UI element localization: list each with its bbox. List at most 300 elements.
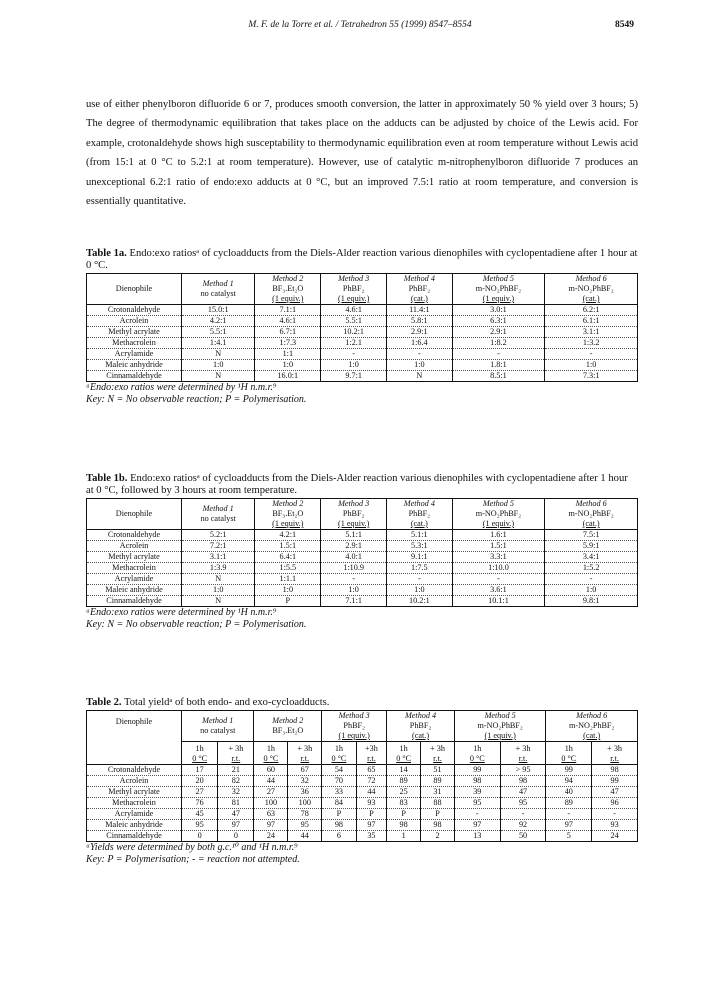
method-header [321,274,387,305]
ratio-cell: - [452,574,545,585]
dienophile-name: Acrylamide [87,349,182,360]
dienophile-name: Acrylamide [87,809,182,820]
time-label: 1h [195,744,204,753]
table-1b-label: Table 1b. [86,473,128,484]
method-reagent: PhBF₂ [408,509,431,518]
dienophile-name: Crotonaldehyde [87,305,182,316]
method-name: Method 2 [272,716,304,725]
yield-cell: 99 [546,765,592,776]
method-name: Method 3 [338,274,370,283]
yield-cell: > 95 [500,765,546,776]
method-amount: (1 equiv.) [482,294,515,303]
method-name: Method 4 [403,274,435,283]
method-reagent: BF₃.Et₂O [272,284,304,293]
time-label: 1h [473,744,482,753]
yield-cell: 98 [387,820,421,831]
temp-label: r.t. [610,754,619,763]
yield-cell: 89 [546,798,592,809]
yield-cell: 0 [182,831,218,842]
ratio-cell: 5.1:1 [387,530,453,541]
time-header [254,742,288,765]
yield-cell: 40 [546,787,592,798]
ratio-cell: 1:5.5 [255,563,321,574]
ratio-cell: N [182,596,255,607]
table-row [87,787,638,798]
ratio-cell: 1:0 [545,360,638,371]
temp-label: r.t. [231,754,241,763]
yield-cell: 51 [421,765,455,776]
method-reagent: PhBF₂ [343,721,365,730]
method-amount: (cat.) [583,731,601,740]
time-header [182,742,218,765]
yield-cell: 99 [592,776,638,787]
ratio-cell: 5.1:1 [321,530,387,541]
dienophile-name: Methacrolein [87,338,182,349]
ratio-cell: 10.2:1 [387,596,453,607]
ratio-cell: 1:1.1 [255,574,321,585]
dienophile-name: Crotonaldehyde [87,765,182,776]
yield-cell: 78 [288,809,322,820]
table-row [87,585,638,596]
yield-cell: 97 [546,820,592,831]
yield-cell: 70 [322,776,356,787]
method-reagent: no catalyst [200,726,236,735]
ratio-cell: 1:6.4 [387,338,453,349]
time-label: + 3h [607,744,623,753]
yield-cell: 88 [421,798,455,809]
method-amount: (cat.) [582,519,600,528]
method-name: Method 6 [575,274,607,283]
yield-cell: 39 [454,787,500,798]
time-label: 1h [334,744,344,753]
table-row [87,338,638,349]
table-row [87,316,638,327]
ratio-cell: 7.5:1 [545,530,638,541]
dienophile-name: Acrolein [87,316,182,327]
table-1a [86,273,638,382]
method-reagent: m-NO₂PhBF₂ [569,721,615,730]
time-header [356,742,387,765]
ratio-cell: 6.4:1 [255,552,321,563]
ratio-cell: 1:5.2 [545,563,638,574]
yield-cell: - [592,809,638,820]
ratio-cell: 9.1:1 [387,552,453,563]
yield-cell: 6 [322,831,356,842]
yield-cell: 72 [356,776,387,787]
yield-cell: 98 [322,820,356,831]
dienophile-name: Acrylamide [87,574,182,585]
table-1b-footnote: ᵃEndo:exo ratios were determined by ¹H n.m.r.⁹ [86,607,277,618]
yield-cell: - [500,809,546,820]
time-header [322,742,356,765]
table-2-caption [86,697,638,709]
ratio-cell: 4.6:1 [321,305,387,316]
time-label: + 3h [297,744,313,753]
ratio-cell: 10.1:1 [452,596,545,607]
yield-cell: 17 [182,765,218,776]
dienophile-name: Acrolein [87,776,182,787]
ratio-cell: 1:3.9 [182,563,255,574]
temp-label: 0 °C [263,754,279,763]
ratio-cell: 3.1:1 [182,552,255,563]
table-1b-key: Key: N = No observable reaction; P = Polymerisation. [86,618,307,630]
yield-cell: 93 [592,820,638,831]
ratio-cell: 1:0 [387,585,453,596]
ratio-cell: N [182,371,255,382]
yield-cell: 47 [500,787,546,798]
time-label: + 3h [228,744,244,753]
table-row [87,530,638,541]
method-name: Method 2 [272,499,304,508]
method-reagent: PhBF₂ [409,721,432,730]
ratio-cell: N [182,349,255,360]
dienophile-name: Methyl acrylate [87,552,182,563]
yield-cell: 94 [546,776,592,787]
ratio-cell: 1:0 [321,585,387,596]
method-name: Method 2 [272,274,304,283]
method-name: Method 5 [482,499,515,508]
ratio-cell: P [255,596,321,607]
dienophile-name: Methacrolein [87,563,182,574]
ratio-cell: - [387,574,453,585]
method-reagent: BF₃.Et₂O [272,726,304,735]
table-row [87,349,638,360]
ratio-cell: 1:0 [182,585,255,596]
temp-label: r.t. [518,754,528,763]
running-title: M. F. de la Torre et al. / Tetrahedron 55 (1999) 8547–8554 [248,20,472,30]
table-1a-block [86,248,638,405]
method-name: Method 5 [482,274,515,283]
dienophile-name: Cinnamaldehyde [87,596,182,607]
yield-cell: 1 [387,831,421,842]
page-number: 8549 [615,20,634,30]
yield-cell: 44 [288,831,322,842]
yield-cell: 98 [592,765,638,776]
table-row [87,574,638,585]
ratio-cell: - [321,349,387,360]
yield-cell: 27 [182,787,218,798]
method-reagent: no catalyst [200,289,236,298]
yield-cell: 83 [387,798,421,809]
table-1a-footnote: ᵃEndo:exo ratios were determined by ¹H n.m.r.⁹ [86,382,277,393]
temp-label: 0 °C [561,754,577,763]
table-2-caption-text: Total yieldᵃ of both endo- and exo-cycloadducts. [124,697,330,708]
ratio-cell: 6.3:1 [452,316,545,327]
method-reagent: m-NO₂PhBF₂ [568,509,614,518]
table-1b [86,498,638,607]
table-row [87,541,638,552]
body-paragraph: use of either phenylboron difluoride 6 or 7, produces smooth conversion, the latter in approximately 50 % yield over 3 hours; 5) The degree of thermodynamic equilibration that takes place on the adducts can be adjusted by choice of the Lewis acid. For example, crotonaldehyde shows high susceptability to thermodynamic equilibration even at room temperature without Lewis acid (from 15:1 at 0 °C to 5.2:1 at room temperature). However, use of catalytic m-nitrophenylboron difluoride 7 produces an unexceptional 6.2:1 ratio of endo:exo adducts at 0 °C, but an improved 7.5:1 ratio at room temperature, and conversion is essentially quantitative. [86,99,638,208]
ratio-cell: 5.8:1 [387,316,453,327]
table-row [87,809,638,820]
yield-cell: 95 [288,820,322,831]
yield-cell: 92 [500,820,546,831]
method-reagent: PhBF₂ [408,284,431,293]
ratio-cell: 1:2.1 [321,338,387,349]
ratio-cell: N [387,371,453,382]
ratio-cell: 1:4.1 [182,338,255,349]
yield-cell: 31 [421,787,455,798]
yield-cell: 84 [322,798,356,809]
yield-cell: 13 [454,831,500,842]
yield-cell: 33 [322,787,356,798]
ratio-cell: - [545,574,638,585]
ratio-cell: 1.6:1 [452,530,545,541]
time-label: 1h [399,744,408,753]
table-row [87,776,638,787]
dienophile-name: Methyl acrylate [87,787,182,798]
yield-cell: 5 [546,831,592,842]
ratio-cell: 5.2:1 [182,530,255,541]
ratio-cell: 8.5:1 [452,371,545,382]
method-header [387,274,453,305]
method-reagent: PhBF₂ [342,284,365,293]
yield-cell: 21 [218,765,254,776]
yield-cell: 24 [254,831,288,842]
yield-cell: 89 [387,776,421,787]
dienophile-name: Methacrolein [87,798,182,809]
yield-cell: P [322,809,356,820]
method-amount: (1 equiv.) [482,519,515,528]
time-header [218,742,254,765]
yield-cell: 54 [322,765,356,776]
method-amount: (1 equiv.) [338,519,370,528]
ratio-cell: 5.9:1 [545,541,638,552]
table-1a-caption [86,248,638,272]
temp-label: 0 °C [192,754,208,763]
time-label: 1h [564,744,573,753]
method-amount: (cat.) [412,731,430,740]
ratio-cell: 4.0:1 [321,552,387,563]
ratio-cell: N [182,574,255,585]
method-name: Method 5 [484,711,516,720]
yield-cell: 50 [500,831,546,842]
yield-cell: 97 [218,820,254,831]
method-name: Method 4 [403,499,435,508]
ratio-cell: 7.1:1 [321,596,387,607]
time-header [288,742,322,765]
ratio-cell: 1:8.2 [452,338,545,349]
method-name: Method 3 [338,711,370,720]
method-header [182,711,254,742]
ratio-cell: 5.3:1 [387,541,453,552]
dienophile-name: Maleic anhydride [87,820,182,831]
ratio-cell: 1.8:1 [452,360,545,371]
ratio-cell: - [545,349,638,360]
method-header [322,711,387,742]
table-1b-block [86,473,638,630]
yield-cell: 93 [356,798,387,809]
method-reagent: m-NO₂PhBF₂ [475,284,522,293]
yield-cell: 97 [254,820,288,831]
method-header [546,711,638,742]
ratio-cell: 1:0 [255,585,321,596]
dienophile-header: Dienophile [115,509,153,518]
method-header [545,499,638,530]
method-reagent: no catalyst [200,514,236,523]
method-amount: (1 equiv.) [484,731,516,740]
yield-cell: 25 [387,787,421,798]
ratio-cell: 1:10.9 [321,563,387,574]
method-name: Method 3 [338,499,370,508]
ratio-cell: 2.9:1 [387,327,453,338]
yield-cell: 0 [218,831,254,842]
ratio-cell: 1:7.5 [387,563,453,574]
time-label: + 3h [430,744,445,753]
table-2-label: Table 2. [86,697,122,708]
ratio-cell: 1:0 [255,360,321,371]
yield-cell: 27 [254,787,288,798]
table-2-key: Key: P = Polymerisation; - = reaction not attempted. [86,853,300,865]
dienophile-name: Methyl acrylate [87,327,182,338]
running-header [86,20,634,34]
yield-cell: 97 [454,820,500,831]
temp-label: 0 °C [469,754,485,763]
method-reagent: m-NO₂PhBF₂ [477,721,523,730]
yield-cell: 44 [356,787,387,798]
method-reagent: m-NO₂PhBF₂ [475,509,522,518]
table-row [87,563,638,574]
temp-label: r.t. [300,754,310,763]
time-header [421,742,455,765]
yield-cell: 100 [254,798,288,809]
dienophile-name: Maleic anhydride [87,360,182,371]
method-header [255,274,321,305]
method-name: Method 1 [202,504,234,513]
method-name: Method 1 [202,279,234,288]
method-reagent: PhBF₂ [342,509,365,518]
method-amount: (1 equiv.) [272,294,304,303]
method-amount: (1 equiv.) [272,519,304,528]
ratio-cell: 3.1:1 [545,327,638,338]
ratio-cell: 1:7.3 [255,338,321,349]
ratio-cell: - [321,574,387,585]
table-1a-label: Table 1a. [86,248,127,259]
yield-cell: 44 [254,776,288,787]
dienophile-header: Dienophile [115,284,153,293]
yield-cell: 98 [454,776,500,787]
time-label: 1h [266,744,275,753]
yield-cell: 100 [288,798,322,809]
yield-cell: 32 [218,787,254,798]
yield-cell: P [356,809,387,820]
table-row [87,371,638,382]
ratio-cell: 9.8:1 [545,596,638,607]
yield-cell: 82 [218,776,254,787]
yield-cell: 35 [356,831,387,842]
ratio-cell: - [452,349,545,360]
ratio-cell: - [387,349,453,360]
temp-label: 0 °C [331,754,347,763]
method-reagent: BF₃.Et₂O [272,509,304,518]
method-header [387,711,455,742]
yield-cell: 67 [288,765,322,776]
method-header [182,274,255,305]
dienophile-name: Acrolein [87,541,182,552]
yield-cell: 95 [454,798,500,809]
ratio-cell: 6.1:1 [545,316,638,327]
ratio-cell: 1:1 [255,349,321,360]
method-reagent: m-NO₂PhBF₂ [568,284,614,293]
time-label: +3h [365,744,378,753]
method-amount: (cat.) [410,294,428,303]
temp-label: r.t. [367,754,376,763]
yield-cell: 14 [387,765,421,776]
table-2 [86,710,638,842]
ratio-cell: 3.6:1 [452,585,545,596]
ratio-cell: 10.2:1 [321,327,387,338]
ratio-cell: 7.2:1 [182,541,255,552]
yield-cell: 24 [592,831,638,842]
dienophile-name: Cinnamaldehyde [87,831,182,842]
table-row [87,305,638,316]
time-header [387,742,421,765]
table-row [87,327,638,338]
table-2-block [86,697,638,865]
yield-cell: 95 [500,798,546,809]
ratio-cell: 1:3.2 [545,338,638,349]
method-header [454,711,546,742]
yield-cell: 98 [421,820,455,831]
temp-label: 0 °C [396,754,412,763]
table-row [87,360,638,371]
table-row [87,552,638,563]
method-name: Method 4 [404,711,437,720]
method-name: Method 6 [575,499,607,508]
yield-cell: 60 [254,765,288,776]
yield-cell: 20 [182,776,218,787]
ratio-cell: 3.3:1 [452,552,545,563]
ratio-cell: 7.3:1 [545,371,638,382]
yield-cell: 63 [254,809,288,820]
method-header [387,499,453,530]
ratio-cell: 11.4:1 [387,305,453,316]
ratio-cell: 4.2:1 [255,530,321,541]
yield-cell: 99 [454,765,500,776]
yield-cell: 36 [288,787,322,798]
ratio-cell: 6.7:1 [255,327,321,338]
yield-cell: 32 [288,776,322,787]
ratio-cell: 16.0:1 [255,371,321,382]
ratio-cell: 9.7:1 [321,371,387,382]
method-header [545,274,638,305]
method-header [452,499,545,530]
method-name: Method 1 [202,716,234,725]
ratio-cell: 6.2:1 [545,305,638,316]
method-header [452,274,545,305]
yield-cell: 45 [182,809,218,820]
time-header [546,742,592,765]
yield-cell: 89 [421,776,455,787]
yield-cell: 98 [500,776,546,787]
yield-cell: 47 [218,809,254,820]
yield-cell: 47 [592,787,638,798]
table-row [87,798,638,809]
method-header [255,499,321,530]
table-row [87,831,638,842]
table-1a-caption-text: Endo:exo ratiosᵃ of cycloadducts from the Diels-Alder reaction various dienophiles with cyclopentadiene after 1 hour at 0 °C. [86,248,638,271]
ratio-cell: 1.5:1 [452,541,545,552]
yield-cell: 97 [356,820,387,831]
yield-cell: P [387,809,421,820]
method-amount: (1 equiv.) [338,294,370,303]
yield-cell: 81 [218,798,254,809]
ratio-cell: 2.9:1 [452,327,545,338]
time-header [454,742,500,765]
ratio-cell: 1:0 [545,585,638,596]
yield-cell: 95 [182,820,218,831]
dienophile-name: Maleic anhydride [87,585,182,596]
